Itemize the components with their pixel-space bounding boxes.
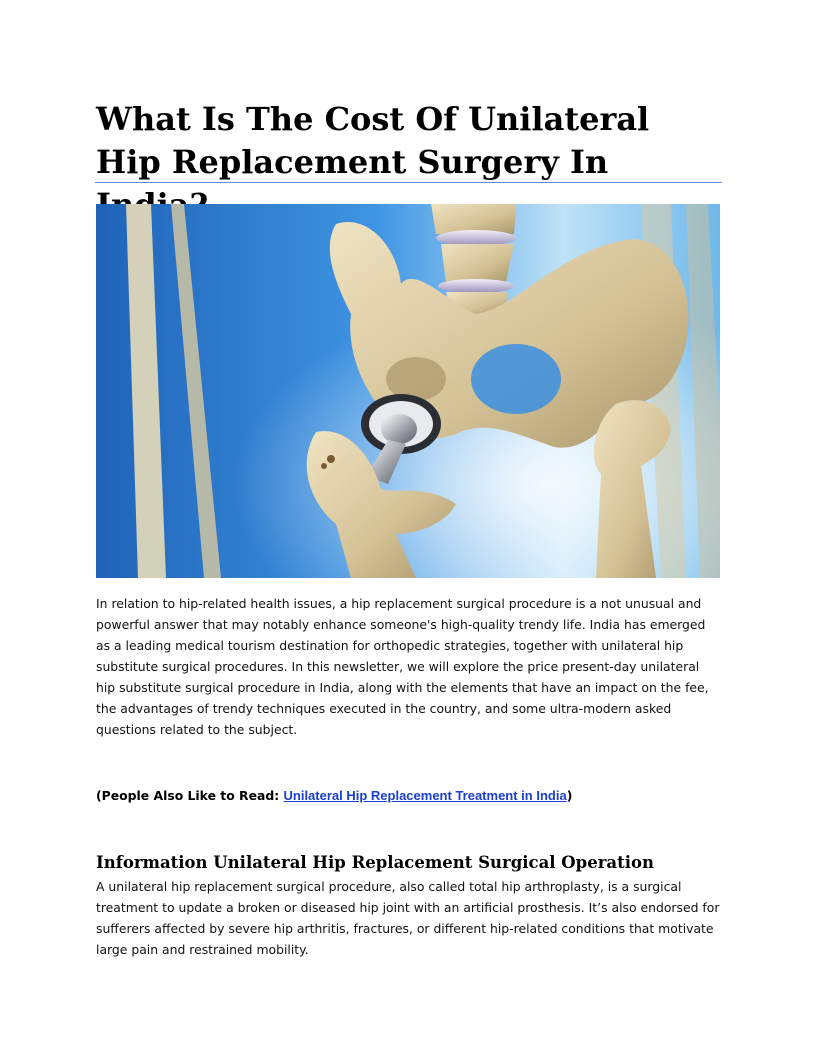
section-heading: Information Unilateral Hip Replacement Surgical Operation (96, 853, 654, 872)
page-title: What Is The Cost Of Unilateral Hip Replacement Surgery In (96, 100, 650, 181)
related-reading-prefix: (People Also Like to Read: (96, 788, 284, 803)
related-article-link[interactable]: Unilateral Hip Replacement Treatment in India (283, 788, 567, 803)
related-reading (96, 786, 572, 806)
section-paragraph: A unilateral hip replacement surgical procedure, also called total hip arthroplasty, is a surgical treatment to update a broken or diseased hip joint with an artificial prosthesis. It’s also endorsed for sufferers affected by severe hip arthritis, fractures, or different hip-related conditions that motivate large pain and restrained mobility. (96, 879, 720, 957)
intro-paragraph: In relation to hip-related health issues, a hip replacement surgical procedure is a not unusual and powerful answer that may notably enhance someone's high-quality trendy life. India has emerged as a leading medical tourism destination for orthopedic strategies, together with unilateral hip substitute surgical procedures. In this newsletter, we will explore the price present-day unilateral hip substitute surgical procedure in India, along with the elements that have an impact on the fee, the advantages of trendy techniques executed in the country, and some ultra-modern asked questions related to the subject. (96, 596, 709, 737)
related-reading-suffix: ) (566, 788, 573, 803)
title-divider (95, 182, 722, 183)
hip-replacement-illustration (96, 204, 720, 578)
